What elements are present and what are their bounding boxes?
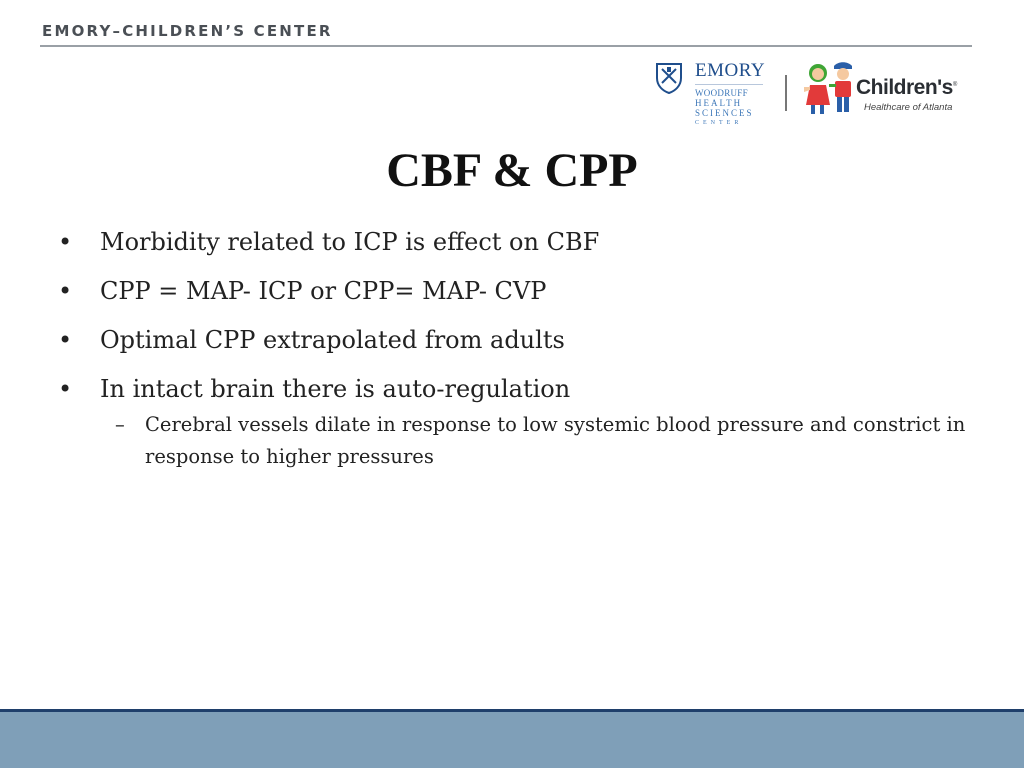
bullet-text: In intact brain there is auto-regulation [100, 375, 571, 403]
sub-bullet-text: Cerebral vessels dilate in response to low systemic blood pressure and constrict in response to higher pressures [145, 413, 966, 468]
header-title: EMORY–CHILDREN’S CENTER [42, 22, 333, 40]
bullet-item [58, 226, 978, 258]
bullet-marker: • [58, 375, 73, 403]
bullet-item [58, 324, 978, 356]
childrens-tagline: Healthcare of Atlanta [864, 102, 953, 113]
bullet-marker: • [58, 277, 73, 305]
registered-mark: ® [952, 82, 957, 88]
emory-subtitle [695, 88, 754, 128]
bullet-item [58, 373, 978, 405]
sub-bullet-marker: – [115, 413, 125, 436]
shield-torch-icon [655, 62, 683, 94]
emory-wordmark: EMORY [695, 60, 766, 81]
emory-sub-line: HEALTH [695, 98, 743, 108]
logo-separator [785, 75, 787, 111]
childrens-name: Children's [856, 76, 953, 99]
bullet-list [58, 226, 978, 473]
emory-sub-line: SCIENCES [695, 108, 754, 118]
emory-sub-line: CENTER [695, 120, 743, 126]
emory-logo-divider [695, 84, 763, 85]
sub-bullet-item [58, 409, 978, 473]
children-figures-icon [800, 60, 864, 116]
bullet-text: CPP = MAP- ICP or CPP= MAP- CVP [100, 277, 547, 305]
bullet-item [58, 275, 978, 307]
emory-sub-line: WOODRUFF [695, 88, 748, 98]
bullet-text: Optimal CPP extrapolated from adults [100, 326, 565, 354]
childrens-wordmark [856, 76, 957, 100]
bullet-marker: • [58, 326, 73, 354]
header-divider [40, 45, 972, 47]
emory-logo [655, 60, 770, 132]
childrens-logo [800, 60, 980, 120]
footer-band [0, 712, 1024, 768]
slide-title: CBF & CPP [386, 144, 638, 197]
bullet-text: Morbidity related to ICP is effect on CBF [100, 228, 600, 256]
bullet-marker: • [58, 228, 73, 256]
